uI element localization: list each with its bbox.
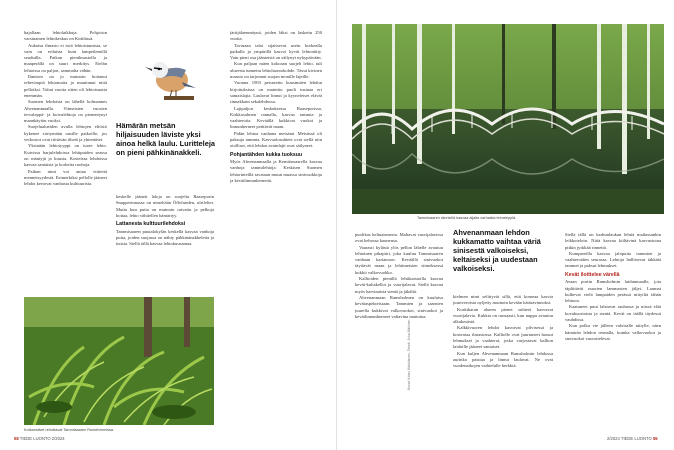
paragraph: Suojelualueiden avulla lehtojen eliöstö kykenee siirtymään uusille paikoille, jos verkostot ovat riittävän tiheät ja yhtenäiset. <box>24 124 107 143</box>
paragraph: Yksinään lehtotyyppi on tuore lehto. Kuivissa harjulehdoissa lehtipuiden seassa on mäntyjä ja kuusia. Kosteissa lehdoissa kasvaa saniaisia ja korkeita ruohoja. <box>24 143 107 168</box>
right-col-1 <box>355 232 443 437</box>
fern-photo <box>24 297 214 425</box>
paragraph: Lajipaljon keskuksessa Raaseporissa, Kirkkosalmen rannalla, kasvaa tammia ja vaahteroita. Keväällä kukkivat vuokot ja linnunherneet peittävät maan. <box>230 105 322 130</box>
subheading: Lattanesta kulttuurilehdoksi <box>116 221 186 228</box>
paragraph: Kallioiden pienillä lehtikaistoilla kasvaa kevät-kultakellot ja vuorijalavat. Siellä kasvaa myös harvinaisia sieniä ja jäkäliä. <box>355 276 443 294</box>
paragraph: hajallaan lehtolaikkuja. Pohjoisin varsinainen lehtokeskus on Kittilässä. <box>24 30 107 42</box>
paragraph: Vaarasti kylästä ylös pellon lähelle avautuu lehtoinen pihapiiri, joka kuuluu Tammisaaren vanhaan kartanoon. Keväällä sinivuokot täyttävät maan ja lehtimetsien siimeksessä kukkii valkovuokko. <box>355 244 443 275</box>
left-page-number: 58 <box>14 436 19 441</box>
right-page <box>337 0 674 450</box>
right-col-2 <box>453 294 553 437</box>
right-col-3 <box>565 232 661 437</box>
left-folio <box>14 436 65 441</box>
right-folio <box>607 436 658 441</box>
paragraph: keskelle jääneit laloja on suojeltu Raaseporin Snappertunassa on nimeltään Öffefunden, ulrifelter. Mutta kun puita on muinoin raivattu ja pelkoja hoitaa, lehto vähitellen hämärtyy. <box>116 194 214 218</box>
paragraph: Pidän lehtoa vanhana metsänä. Metsässä oli paksuja tammia. Kasvuolosuhteet ovat siellä niin otolliset, että lehdon avainlajit ovat säilyneet. <box>230 130 322 149</box>
left-col-1 <box>24 30 107 290</box>
paragraph: Aukaisu ilmasto ei estä lehtoistumista, se vain on erilaista kuin lampeilemillä seuduilla. Paikan pienilmastolla ja maaperällä on suuri merkitys. Etelän lehtoissa on paljon, sammalia vähän. <box>24 42 107 73</box>
paragraph: Kumpareilla kasvaa jalopuita tammien ja vaahteroiden seurassa. Lehtoja hallitsevat iäkkäät tammet ja paksut lehmukset. <box>565 250 661 269</box>
paragraph: Kun kuljen Ahvenanmaan Ramsholmin lehdossa aurinko paistaa ja linnut laulavat. Ne ovat vuodenaikojen vaihtelulle herkkiä. <box>453 350 553 369</box>
paragraph: Tammisaaren puutalokylän keskellä kasvaa vanhoja puita, joiden suojassa on nähty pähkinänakkeleita ja tiaisia. Siellä tällä kasvaa lehtokuusamaa. <box>116 228 214 247</box>
paragraph: Tavaraan talot sijaitsevat usein korkealla paikalla ja ympärillä kasvoi hyvät lehtoniitty. Vain pieni osa jäänteistä on säilynyt nykypäivään. <box>230 42 322 61</box>
paragraph: puolikas keltuaismerta. Maltavat vuorijalavissa ovat kehossa kauneusa. <box>355 232 443 244</box>
paragraph: Vuonna 1903 perustettu kuusimäen lehdon kirjoituksissa on mainittu puoli tusinaa eri saniaislajia. Laulavat linnut ja kyyneleiset elävät rinnakkain sekalehdossa. <box>230 80 322 105</box>
paragraph: Koskikaran alueen pienet suhteet kasvavat vuorijalavia. Kukkia on runsaasti, kun nuppu avautuu alkukesästä. <box>453 306 553 325</box>
paragraph: Siellä tällä on karhunlaukan lehtiä mailassankin leikkoteloin. Niitä kasvaa kiiltävinä kasvustoina pitkin jyrkkää rinnettä. <box>565 232 661 250</box>
left-magazine-name: TIEDE LUONTO 2/2024 <box>19 436 65 441</box>
bridge-photo-caption: Tammisaaren ränniellä kasvaa aljalta varhaisia tervaleppiä. <box>417 216 517 220</box>
paragraph: Myös Ahvenanmaalla ja Kemiönsaarella kasvaa vanhoja tammilehtoja. Keskisen Suomen lehtorinteillä tavataan muun muassa sinivuokkoja ja kevätlinnunherneitä. <box>230 159 322 184</box>
paragraph: Kun paljaan mäen kokoaan suojeli lehto, tuli alueesta tunnettu lehtoluontokohde. Tässä kivinen maasto on tarjonnut suojan monille lajeille. <box>230 61 322 80</box>
subheading: Pohjantähden kukka tuoksuu <box>230 151 303 158</box>
paragraph: Ihmisen on jo muinoin hoitanut rehevimpiä lehtomaita ja muuttanut niitä pelloiksi. Tuhat vuotta sitten oli lehtoisuutta enemmän. <box>24 74 107 98</box>
bridge-photo <box>352 24 664 214</box>
nuthatch-bird-image <box>142 48 198 108</box>
paragraph: kielmen nimi selittyvät sillä, että komeaa kasvia juuriveroista nyljetty muinoin kevään hätäravinnoksi. <box>453 294 553 306</box>
paragraph: järtijälaenmäynä, joiden läksi on laskettu 250 vuotta. <box>230 30 322 42</box>
right-page-number: 55 <box>652 436 658 441</box>
paragraph: Ahvenanmaan Ramsholmen on kuuluisa kevätaspekteistaan. Tammien ja saarnien juurella kukkivat valkovuokot, sinivuokot ja kevätlinnunherneet valtavina mattoina. <box>355 294 443 319</box>
paragraph: Kun polku vie jälleen valoisalle niitylle, näen hämärän lehdon reunalla, kuinka valkovuokot ja sinivuokot vuorottelevat. <box>565 323 661 341</box>
left-col-2 <box>116 194 214 294</box>
bird-pull-quote: Hämärän metsän hiljaisuuden läviste yksi ainoa helkä laulu. Luritteleja on pieni pähkinänakkeli. <box>116 121 215 157</box>
paragraph: Suomen lehdoista on lähellä kolmannes Ahvenanmaalla. Viimeisten vuosien tervaleppä- ja koivulehtoja on pienentynyt maankäytön vuoksi. <box>24 99 107 124</box>
right-magazine-name: 2/2024 TIEDE LUONTO <box>607 436 652 441</box>
paragraph: Kaatuneet puut lahoavat rauhassa ja niissä elää kovakuoriaisia ja sieniä. Kevät on täällä täydessä vauhdissa. <box>565 304 661 323</box>
paragraph: Kalkkivuoren lehdot kasvavat pilvisessä ja kosteassa ilmastossa. Kalliolle ovat juurtuneet hassut lehmukset ja vaahterat, jotka varjostavat kallion laidoille jääneet saniaiset. <box>453 325 553 350</box>
subheading: Kevät iloittelee värellä <box>565 271 620 278</box>
fern-photo-caption: Kotkansiivet rehottavat Tammisaaren Rumelvinmissa. <box>24 428 115 432</box>
paragraph: Paikan nimi voi antaa viitteitä menneisyydestä. Esimerkiksi pellolle jääneet lehdot kertovat vanhasta kulttuurista. <box>24 168 107 187</box>
left-col-3 <box>230 30 322 435</box>
photo-credit: Kuvat: Kaisu Kärkkäinen, Teksti: Juha Mäkinen <box>407 319 411 390</box>
paragraph: Avaan portin Ramsholmin laidunmaalle, jota täplittävät nuorien lammasten jäljet. Laumat kulkevat vielä lampaiden perässä niityiltä tähän lehtoon. <box>565 279 661 304</box>
ahvenanmaa-pull-quote: Ahvenanmaan lehdon kukkamatto vaihtaa väriä sinisestä valkoiseksi, keltaiseksi ja uudestaan valkoiseksi. <box>453 228 541 273</box>
